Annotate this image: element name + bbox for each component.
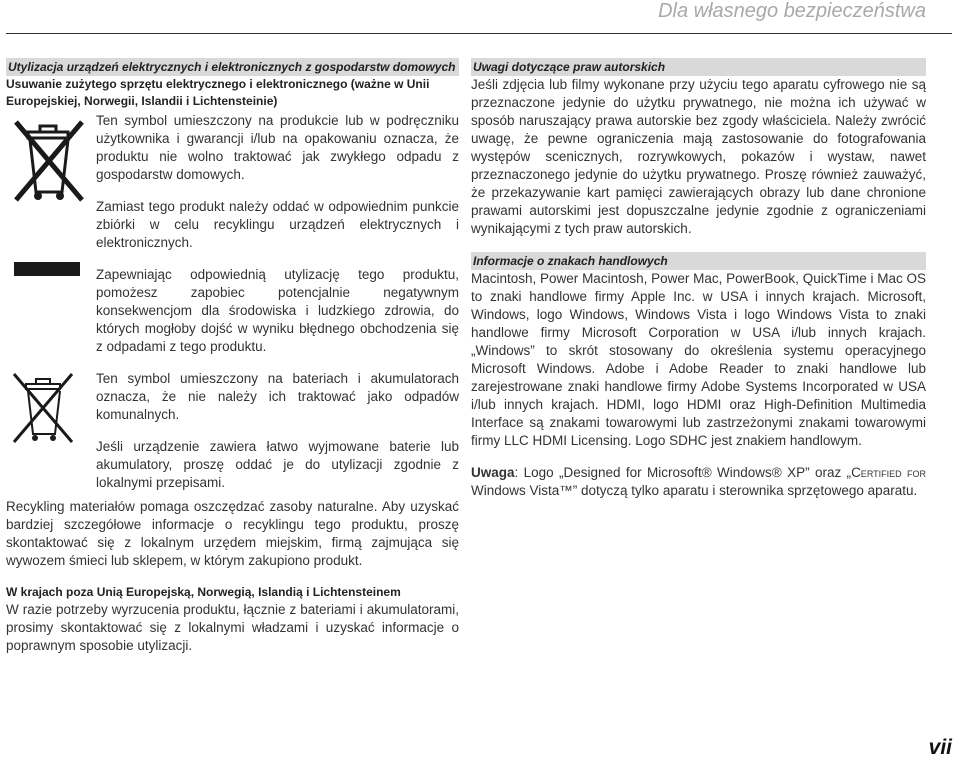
weee-icon-column — [6, 110, 96, 370]
weee-paragraph-2: Zamiast tego produkt należy oddać w odpowiednim punkcie zbiórki w celu recyklingu urządzeń elektrycznych i elektronicznych. — [96, 199, 459, 250]
battery-icon-column — [6, 370, 96, 496]
recycling-paragraph: Recykling materiałów pomaga oszczędzać zasoby naturalne. Aby uzyskać bardziej szczegółowe informacje o recyklingu tego produktu, proszę skontaktować się z lokalnym urzędem miejskim, firmą zajmująca się wywozem śmieci lub sklepem, w którym zakupiono produkt. — [6, 499, 459, 568]
trademark-section-title: Informacje o znakach handlowych — [471, 252, 926, 270]
right-column — [471, 58, 926, 500]
crossed-battery-bin-icon — [6, 368, 96, 452]
battery-paragraph-2: Jeśli urządzenie zawiera łatwo wyjmowane baterie lub akumulatory, proszę oddać je do utylizacji zgodnie z lokalnymi przepisami. — [96, 439, 459, 490]
header-rule — [6, 33, 952, 34]
note-label: Uwaga — [471, 465, 515, 480]
running-header: Dla własnego bezpieczeństwa — [658, 0, 926, 22]
note-paragraph — [471, 464, 926, 500]
note-text-1: : Logo „Designed for Microsoft® Windows® XP” oraz „ — [514, 465, 852, 480]
weee-black-bar — [14, 262, 80, 276]
battery-text — [96, 370, 459, 496]
trademark-paragraph: Macintosh, Power Macintosh, Power Mac, PowerBook, QuickTime i Mac OS to znaki handlowe firmy Apple Inc. w USA i innych krajach. Microsoft, Windows, logo Windows, Windows Vista i logo Windows Vista to znaki handlowe firmy Microsoft Corporation w USA i/lub innych krajach. „Windows” to skrót stosowany do określenia systemu operacyjnego Microsoft Windows. Adobe i Adobe Reader to znaki handlowe lub zarejestrowane znaki handlowe firmy Adobe Systems Incorporated w USA i/lub innych krajach. HDMI, logo HDMI oraz High-Definition Multimedia Interface są znakami towarowymi lub zastrzeżonymi znakami towarowymi firmy LLC HDMI Licensing. Logo SDHC jest znakiem handlowym. — [471, 271, 926, 448]
non-eu-subhead: W krajach poza Unią Europejską, Norwegią, Islandią i Lichtensteinem — [6, 585, 401, 599]
battery-block — [6, 370, 459, 496]
disposal-subhead: Usuwanie zużytego sprzętu elektrycznego i elektronicznego (ważne w Unii Europejskiej, Norwegii, Islandii i Lichtensteinie) — [6, 77, 430, 108]
weee-paragraph-1: Ten symbol umieszczony na produkcie lub w podręczniku użytkownika i gwarancji i/lub na opakowaniu oznacza, że produktu nie wolno traktować jak zwykłego odpadu z gospodarstw domowych. — [96, 113, 459, 182]
copyright-section-title: Uwagi dotyczące praw autorskich — [471, 58, 926, 76]
page-number: vii — [928, 736, 952, 759]
crossed-bin-icon — [6, 114, 96, 210]
weee-block — [6, 110, 459, 370]
battery-paragraph-1: Ten symbol umieszczony na bateriach i akumulatorach oznacza, że nie należy ich traktować jako odpadów komunalnych. — [96, 371, 459, 422]
note-certified-for: Certified for — [851, 465, 926, 480]
disposal-section-title: Utylizacja urządzeń elektrycznych i elektronicznych z gospodarstw domowych — [6, 58, 459, 76]
non-eu-paragraph: W razie potrzeby wyrzucenia produktu, łącznie z bateriami i akumulatorami, prosimy skontaktować się z lokalnymi władzami i uzyskać informacje o poprawnym sposobie utylizacji. — [6, 602, 459, 653]
weee-text — [96, 110, 459, 370]
note-text-2: Windows Vista™” dotyczą tylko aparatu i sterownika sprzętowego aparatu. — [471, 483, 918, 498]
left-column — [6, 58, 459, 655]
copyright-paragraph: Jeśli zdjęcia lub filmy wykonane przy użyciu tego aparatu cyfrowego nie są przeznaczone jedynie do użytku prywatnego, nie można ich używać w sposób naruszający prawa autorskie bez zgody właściciela. Należy zwrócić uwagę, że pewne ograniczenia mają zastosowanie do fotografowania występów scenicznych, rozrywkowych, pokazów i wystaw, nawet przeznaczonego jedynie do użytku prywatnego. Proszę również zauważyć, że przekazywanie kart pamięci zawierających obrazy lub dane chronione prawami autorskimi jest dopuszczalne jedynie zgodnie z ograniczeniami wynikającymi z tych praw autorskich. — [471, 77, 926, 236]
weee-paragraph-3: Zapewniając odpowiednią utylizację tego produktu, pomożesz zapobiec potencjalnie negatywnym konsekwencjom dla środowiska i ludzkiego zdrowia, do których mogłoby dojść w wyniku błędnego obchodzenia się z odpadami z tego produktu. — [96, 267, 459, 354]
